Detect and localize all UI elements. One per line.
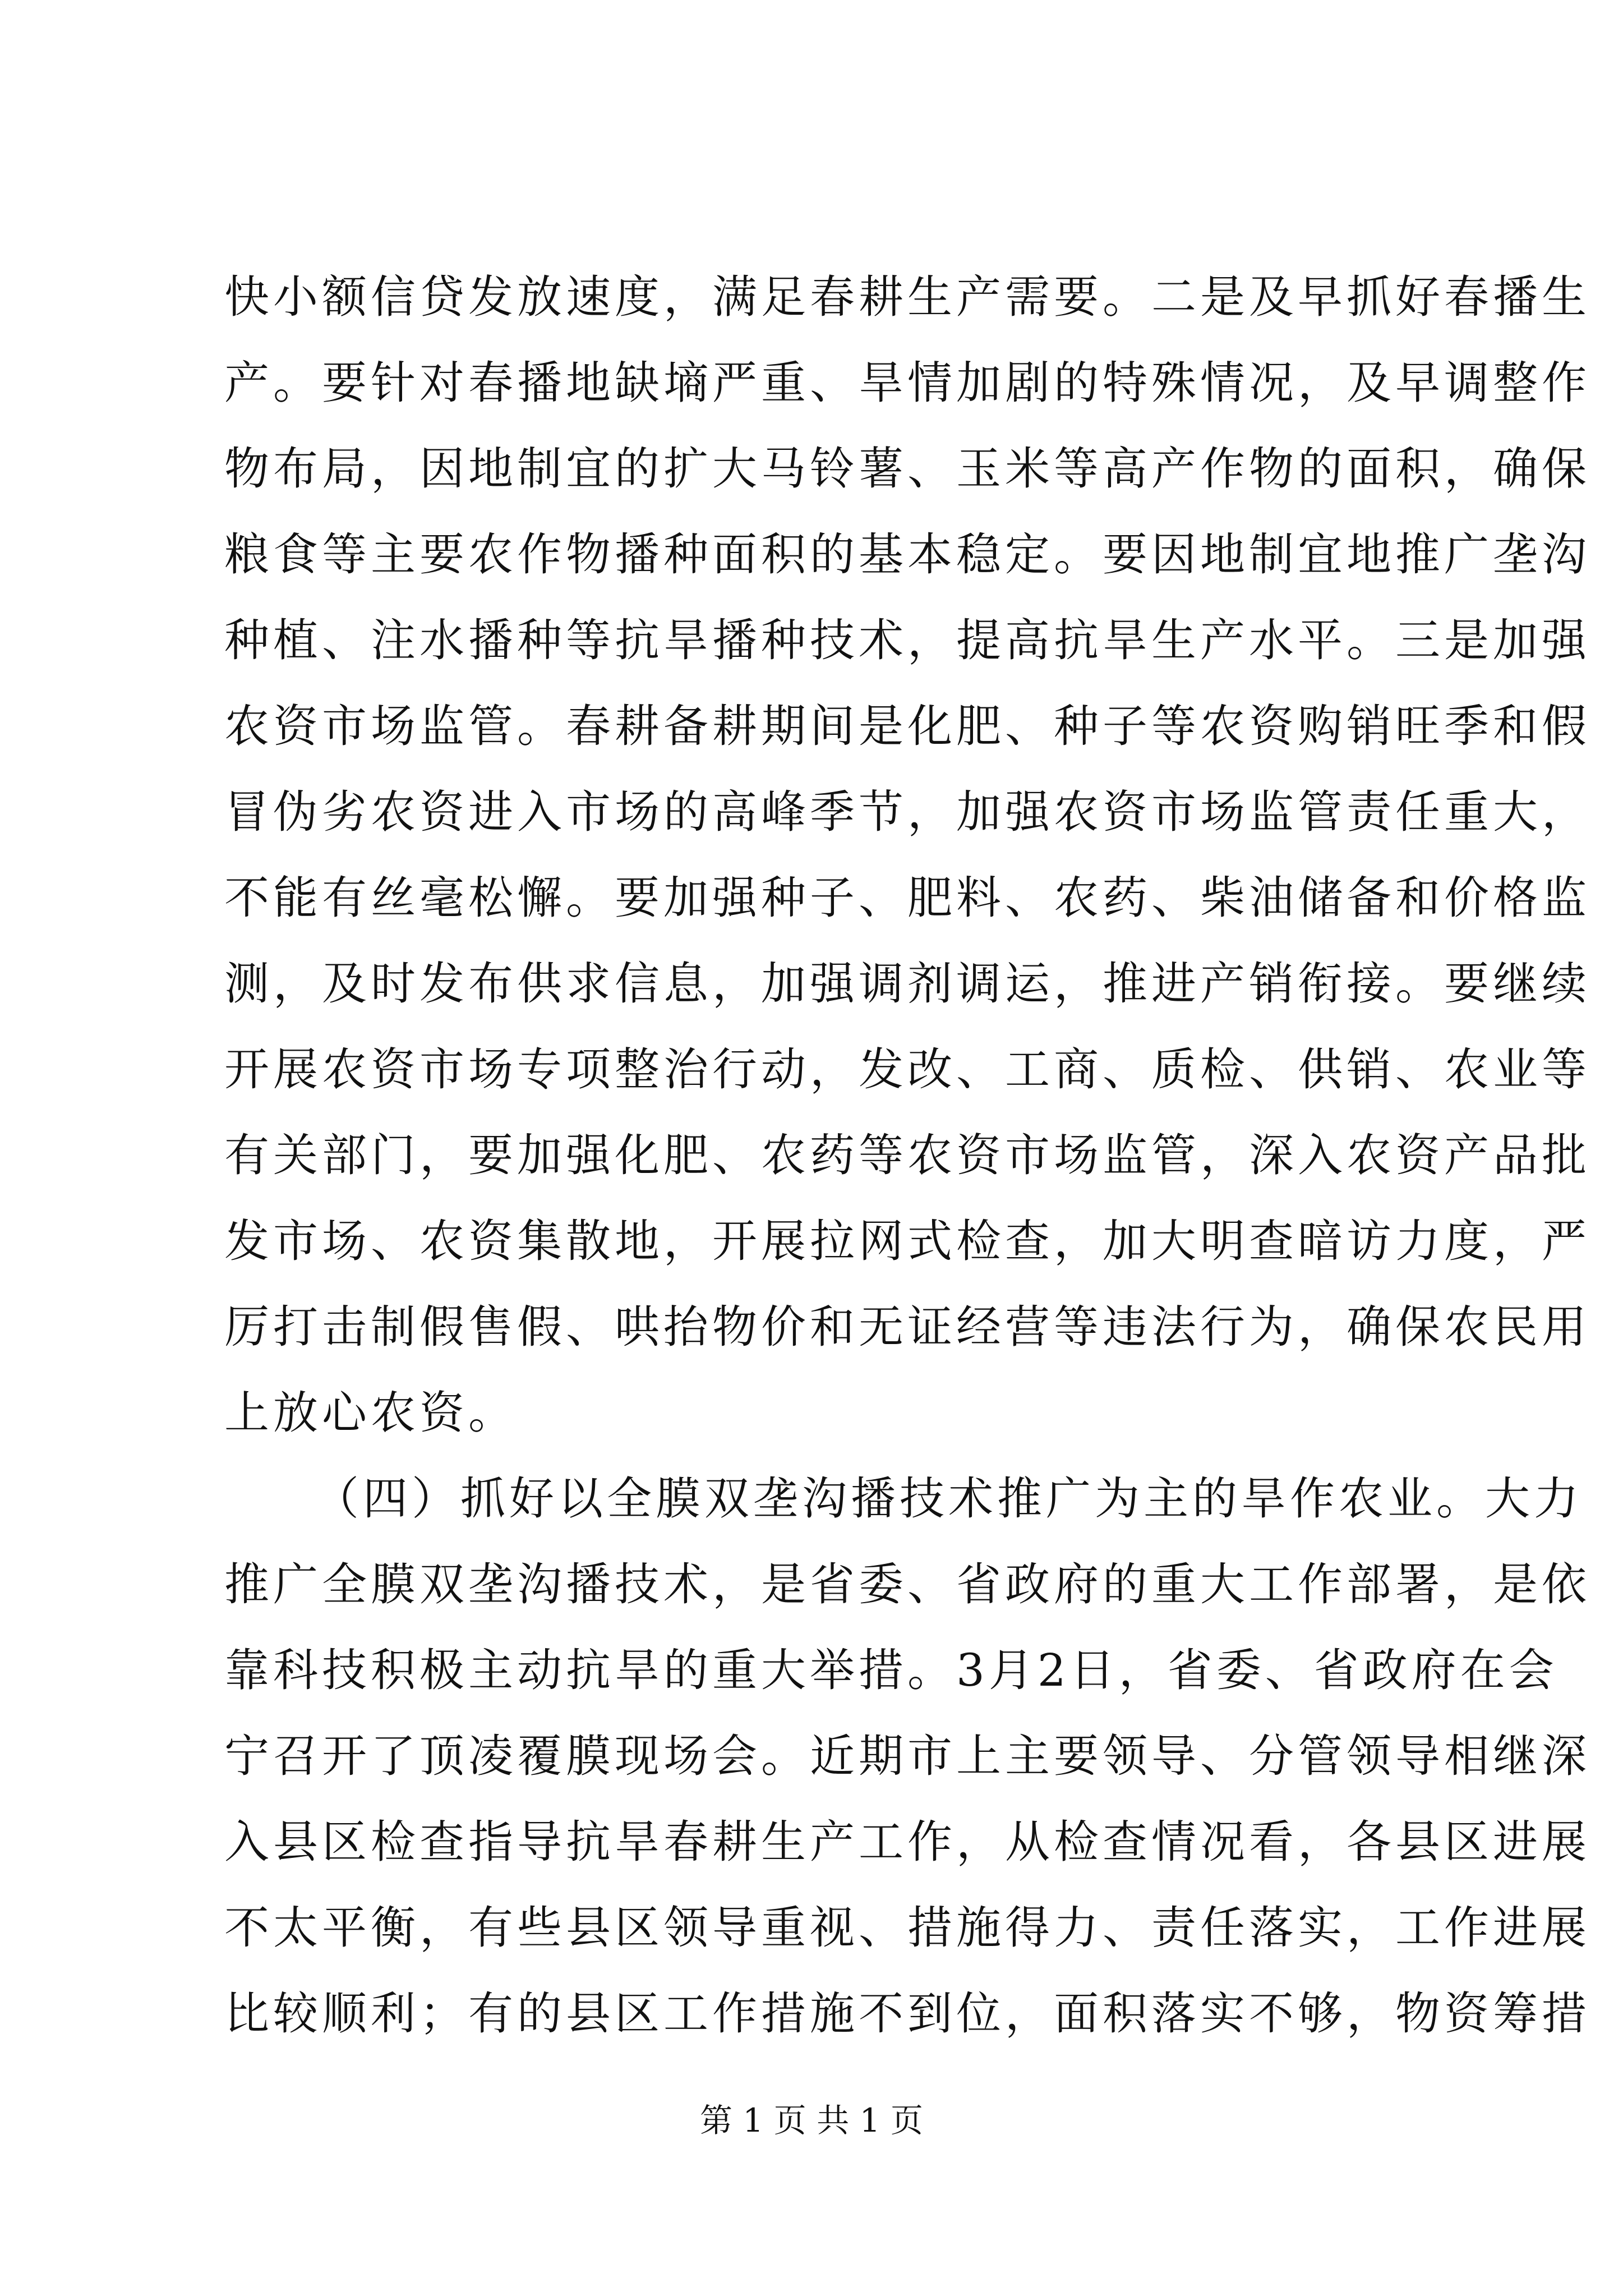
text-line: 靠科技积极主动抗旱的重大举措。3月2日，省委、省政府在会: [224, 1644, 1558, 1696]
body-text: [224, 0, 1590, 2076]
text-line: 快小额信贷发放速度，满足春耕生产需要。二是及早抓好春播生: [224, 271, 1590, 323]
text-line: 种植、注水播种等抗旱播种技术，提高抗旱生产水平。三是加强: [224, 614, 1590, 666]
text-line: 农资市场监管。春耕备耕期间是化肥、种子等农资购销旺季和假: [224, 700, 1590, 752]
text-line: 厉打击制假售假、哄抬物价和无证经营等违法行为，确保农民用: [224, 1301, 1590, 1353]
paragraph-heading-line: （四）抓好以全膜双垄沟播技术推广为主的旱作农业。大力: [314, 1473, 1583, 1525]
text-line: 产。要针对春播地缺墒严重、旱情加剧的特殊情况，及早调整作: [224, 357, 1590, 409]
text-line: 有关部门，要加强化肥、农药等农资市场监管，深入农资产品批: [224, 1129, 1590, 1181]
text-line: 开展农资市场专项整治行动，发改、工商、质检、供销、农业等: [224, 1043, 1590, 1096]
text-line: 发市场、农资集散地，开展拉网式检查，加大明查暗访力度，严: [224, 1215, 1590, 1267]
text-line: 比较顺利；有的县区工作措施不到位，面积落实不够，物资筹措: [224, 1987, 1590, 2040]
text-line: 上放心农资。: [224, 1387, 517, 1439]
text-line: 推广全膜双垄沟播技术，是省委、省政府的重大工作部署，是依: [224, 1558, 1590, 1611]
text-line: 冒伪劣农资进入市场的高峰季节，加强农资市场监管责任重大，: [224, 786, 1590, 838]
text-line: 不太平衡，有些县区领导重视、措施得力、责任落实，工作进展: [224, 1902, 1590, 1954]
text-line: 不能有丝毫松懈。要加强种子、肥料、农药、柴油储备和价格监: [224, 872, 1590, 924]
text-line: 物布局，因地制宜的扩大马铃薯、玉米等高产作物的面积，确保: [224, 443, 1590, 495]
text-line: 入县区检查指导抗旱春耕生产工作，从检查情况看，各县区进展: [224, 1816, 1590, 1868]
page-footer: 第 1 页 共 1 页: [700, 2101, 923, 2139]
text-line: 宁召开了顶凌覆膜现场会。近期市上主要领导、分管领导相继深: [224, 1730, 1590, 1782]
text-line: 粮食等主要农作物播种面积的基本稳定。要因地制宜地推广垄沟: [224, 528, 1590, 581]
text-line: 测，及时发布供求信息，加强调剂调运，推进产销衔接。要继续: [224, 958, 1590, 1010]
